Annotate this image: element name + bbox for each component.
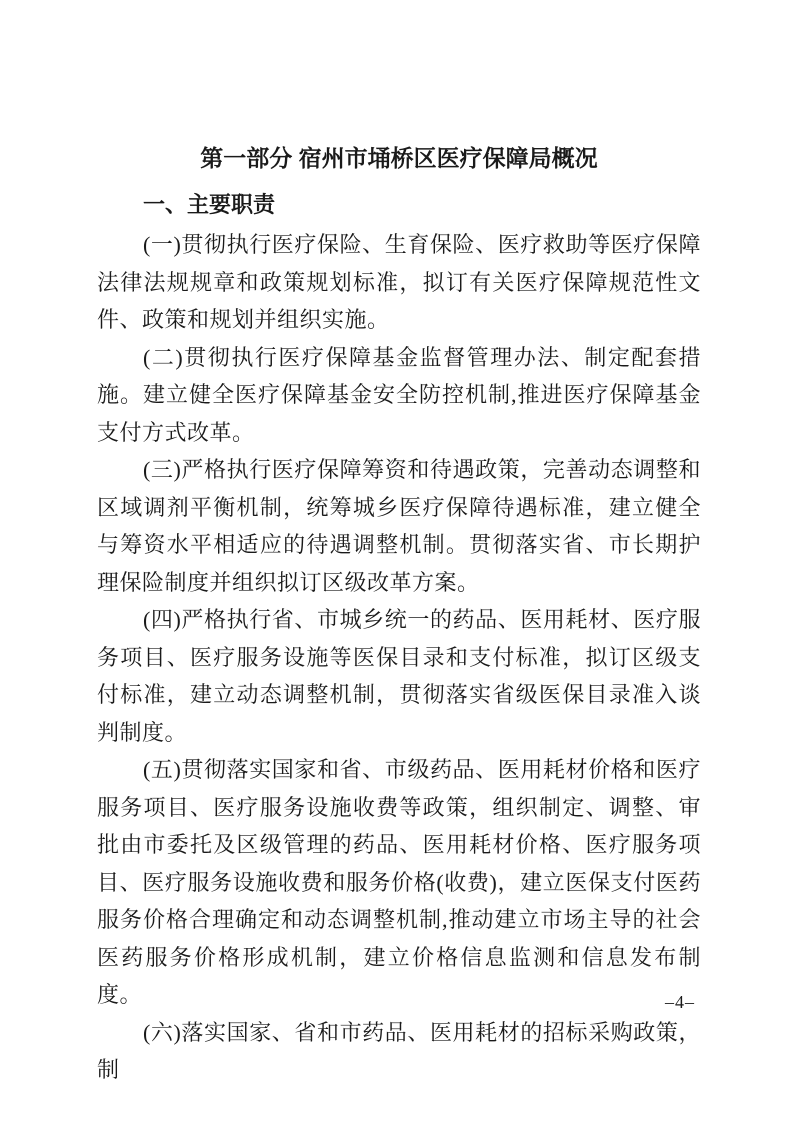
document-body — [97, 144, 701, 1089]
paragraph-1: (一)贯彻执行医疗保险、生育保险、医疗救助等医疗保障法律法规规章和政策规划标准，拟订有关医疗保障规范性文件、政策和规划并组织实施。 — [97, 232, 701, 332]
page-number: –4– — [665, 992, 695, 1012]
paragraph-2: (二)贯彻执行医疗保障基金监督管理办法、制定配套措施。建立健全医疗保障基金安全防控机制,推进医疗保障基金支付方式改革。 — [97, 344, 701, 445]
paragraph-6: (六)落实国家、省和市药品、医用耗材的招标采购政策，制 — [97, 1019, 701, 1082]
paragraph-4: (四)严格执行省、市城乡统一的药品、医用耗材、医疗服务项目、医疗服务设施等医保目录和支付标准，拟订区级支付标准，建立动态调整机制，贯彻落实省级医保目录准入谈判制度。 — [97, 607, 701, 745]
page-title: 第一部分 宿州市埇桥区医疗保障局概况 — [200, 145, 598, 171]
paragraph-3: (三)严格执行医疗保障筹资和待遇政策，完善动态调整和区域调剂平衡机制，统筹城乡医疗保障待遇标准，建立健全与筹资水平相适应的待遇调整机制。贯彻落实省、市长期护理保险制度并组织拟订区级改革方案。 — [97, 457, 701, 595]
paragraph-5: (五)贯彻落实国家和省、市级药品、医用耗材价格和医疗服务项目、医疗服务设施收费等政策，组织制定、调整、审批由市委托及区级管理的药品、医用耗材价格、医疗服务项目、医疗服务设施收费和服务价格(收费)，建立医保支付医药服务价格合理确定和动态调整机制,推动建立市场主导的社会医药服务价格形成机制，建立价格信息监测和信息发布制度。 — [97, 757, 701, 1007]
section-heading: 一、主要职责 — [143, 192, 276, 217]
